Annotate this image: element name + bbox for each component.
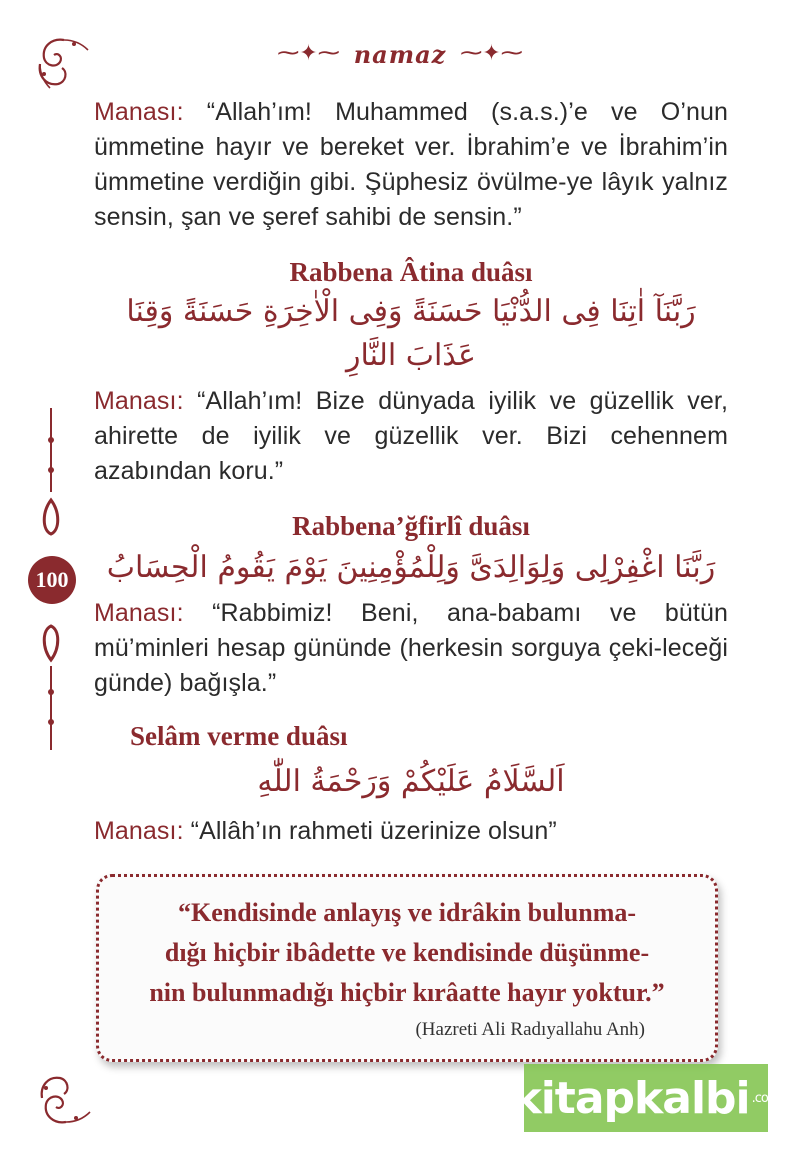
quote-line: “Kendisinde anlayış ve idrâkin bulunma-	[177, 898, 637, 927]
watermark-logo	[512, 1064, 780, 1132]
meaning-text: “Allâh’ın rahmeti üzerinize olsun”	[183, 817, 557, 845]
meaning-paragraph-salavat	[94, 95, 728, 235]
meaning-paragraph-atina	[94, 384, 728, 489]
meaning-text: “Allah’ım! Bize dünyada iyilik ve güzellik ver, ahirette de iyilik ve güzellik ver. Bizi cehennem azabından koru.”	[94, 387, 728, 485]
watermark-text: kitapkalbi	[512, 1072, 750, 1124]
header-title: namaz	[353, 39, 447, 69]
quote-source: (Hazreti Ali Radıyallahu Anh)	[415, 1019, 645, 1040]
heading-rabbena-gfirli: Rabbena’ğfirlî duâsı	[292, 511, 530, 541]
quote-line: dığı hiçbir ibâdette ve kendisinde düşünme-	[164, 938, 650, 967]
arabic-rabbena-atina: رَبَّنَآ اٰتِنَا فِى الدُّنْيَا حَسَنَةً وَفِى الْاٰخِرَةِ حَسَنَةً وَقِنَا عَذَابَ النَّارِ	[126, 294, 696, 373]
arabic-selam: اَلسَّلَامُ عَلَيْكُمْ وَرَحْمَةُ اللّٰهِ	[257, 764, 565, 799]
watermark-suffix: .com	[751, 1090, 780, 1106]
meaning-label: Manası:	[94, 387, 184, 415]
meaning-label: Manası:	[94, 599, 184, 627]
running-header	[0, 36, 800, 72]
arabic-rabbena-gfirli: رَبَّنَا اغْفِرْلِى وَلِوَالِدَىَّ وَلِلْمُؤْمِنِينَ يَوْمَ يَقُومُ الْحِسَابُ	[106, 550, 716, 585]
heading-rabbena-atina: Rabbena Âtina duâsı	[289, 257, 533, 287]
quote-line: nin bulunmadığı hiçbir kırâatte hayır yoktur.”	[149, 978, 665, 1007]
meaning-text: “Rabbimiz! Beni, ana-babamı ve bütün mü’minleri hesap gününde (herkesin sorguya çeki-leceği günde) bağışla.”	[94, 599, 728, 697]
page-number: 100	[28, 556, 76, 604]
page-content	[94, 95, 728, 849]
meaning-text: “Allah’ım! Muhammed (s.a.s.)’e ve O’nun ümmetine hayır ve bereket ver. İbrahim’e ve İbrahim’in ümmetine verdiğin gibi. Şüphesiz övülme-ye lâyık yalnız sensin, şan ve şeref sahibi de sensin.”	[94, 98, 728, 231]
meaning-paragraph-gfirli	[94, 596, 728, 701]
meaning-label: Manası:	[94, 817, 184, 845]
meaning-paragraph-selam	[94, 814, 728, 849]
header-ornament-left-icon: ⁓✦⁓	[277, 41, 340, 66]
header-ornament-right-icon: ⁓✦⁓	[460, 41, 523, 66]
meaning-label: Manası:	[94, 98, 184, 126]
quote-box	[96, 874, 718, 1062]
corner-ornament-icon	[36, 1068, 96, 1128]
heading-selam-verme: Selâm verme duâsı	[130, 721, 348, 751]
